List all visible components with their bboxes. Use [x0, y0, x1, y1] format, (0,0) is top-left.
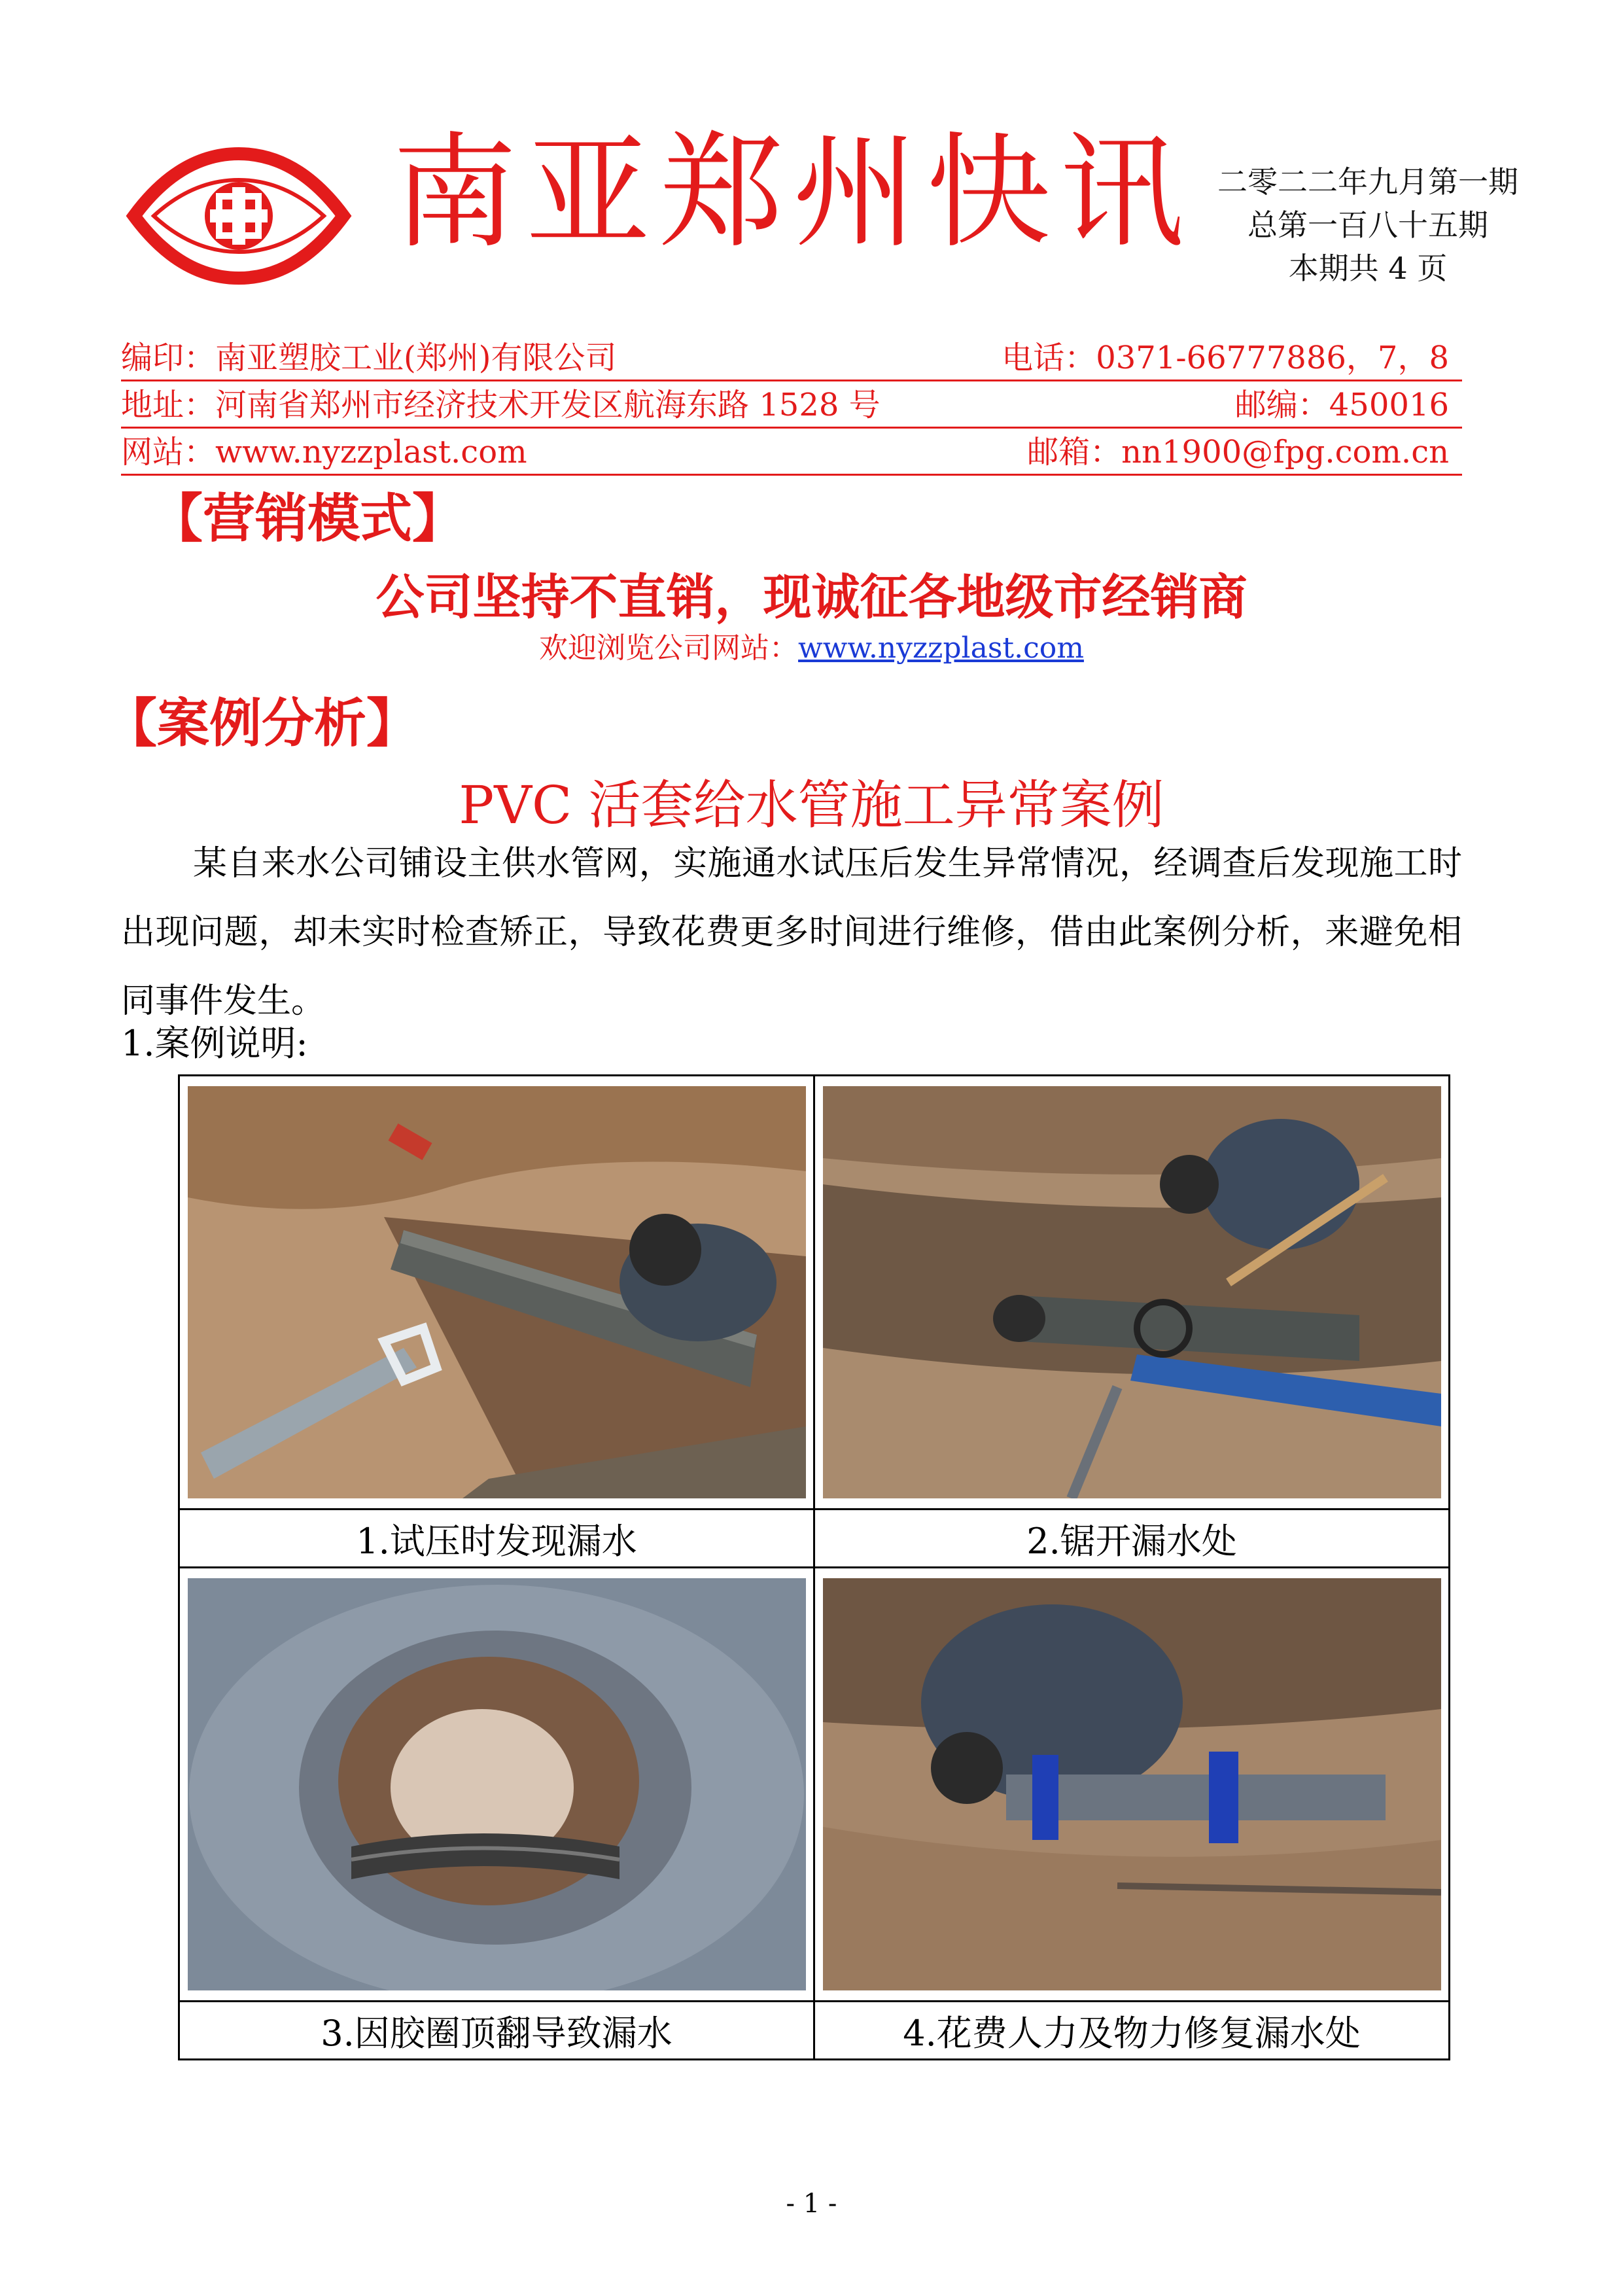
caption-4: 4.花费人力及物力修复漏水处	[814, 2002, 1450, 2060]
info-line-publisher	[121, 339, 1462, 381]
photo-repair	[823, 1578, 1441, 1990]
photo-leak-found	[188, 1086, 806, 1498]
section-heading-marketing: 【营销模式】	[150, 487, 464, 549]
issue-number: 总第一百八十五期	[1248, 207, 1488, 243]
email: 邮箱：nn1900@fpg.com.cn	[1027, 434, 1449, 470]
caption-2: 2.锯开漏水处	[814, 1510, 1450, 1568]
newsletter-title: 南亚郑州快讯	[393, 120, 1194, 265]
section-heading-case: 【案例分析】	[105, 692, 419, 754]
marketing-headline: 公司坚持不直销，现诚征各地级市经销商	[375, 569, 1248, 626]
photo-cell-1	[179, 1076, 814, 1510]
caption-1: 1.试压时发现漏水	[179, 1510, 814, 1568]
photo-table	[178, 1074, 1450, 2060]
caption-3: 3.因胶圈顶翻导致漏水	[179, 2002, 814, 2060]
article-paragraph: 某自来水公司铺设主供水管网，实施通水试压后发生异常情况，经调查后发现施工时出现问题，却未实时检查矫正，导致花费更多时间进行维修，借由此案例分析，来避免相同事件发生。	[121, 844, 1462, 1021]
welcome-prefix: 欢迎浏览公司网站：	[539, 631, 799, 665]
issue-info	[1217, 160, 1518, 290]
website: 网站：www.nyzzplast.com	[121, 434, 527, 470]
issue-date: 二零二二年九月第一期	[1217, 164, 1518, 200]
welcome-line	[0, 630, 1623, 667]
photo-cell-2	[814, 1076, 1450, 1510]
company-logo	[121, 118, 357, 314]
info-line-address	[121, 386, 1462, 429]
photo-cell-3	[179, 1568, 814, 2002]
info-line-web	[121, 433, 1462, 476]
photo-saw-cut	[823, 1086, 1441, 1498]
article-title: PVC 活套给水管施工异常案例	[459, 775, 1164, 836]
photo-cell-4	[814, 1568, 1450, 2002]
photo-gasket-inside	[188, 1578, 806, 1990]
postcode: 邮编：450016	[1234, 387, 1449, 423]
case-subheading: 1.案例说明:	[121, 1023, 308, 1064]
address: 地址：河南省郑州市经济技术开发区航海东路 1528 号	[121, 387, 881, 423]
phone: 电话：0371-66777886，7，8	[1002, 340, 1449, 376]
publisher: 编印：南亚塑胶工业(郑州)有限公司	[121, 340, 617, 376]
page-number: - 1 -	[786, 2189, 837, 2219]
website-link[interactable]: www.nyzzplast.com	[798, 631, 1084, 665]
page-count: 本期共 4 页	[1288, 251, 1448, 286]
